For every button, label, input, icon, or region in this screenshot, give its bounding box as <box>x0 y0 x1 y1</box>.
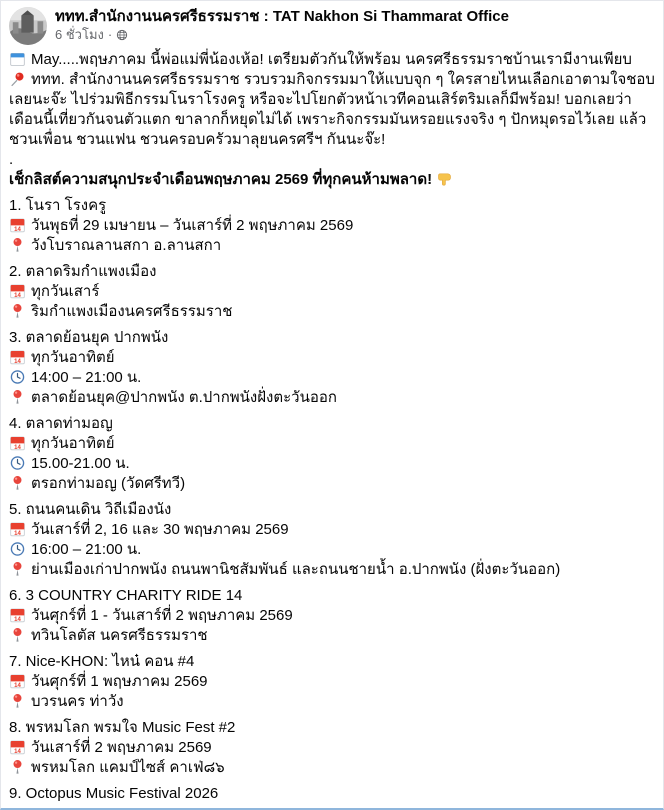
event-title: 7. Nice-KHON: ไหน๋ คอน #4 <box>9 653 195 670</box>
event-detail-line <box>9 282 655 302</box>
event-item <box>9 586 655 646</box>
event-detail-text: 15.00-21.00 น. <box>31 455 130 472</box>
svg-text:14: 14 <box>14 530 21 537</box>
event-title: 9. Octopus Music Festival 2026 <box>9 785 219 802</box>
event-detail-text: 16:00 – 21:00 น. <box>31 541 142 558</box>
point-down-icon <box>436 171 453 187</box>
calendar-icon <box>9 607 26 623</box>
calendar-icon <box>9 283 26 299</box>
post-paragraph-text: ททท. สำนักงานนครศรีธรรมราช รวบรวมกิจกรรมมาให้แบบจุก ๆ ใครสายไหนเลือกเอาตามใจชอบเลยนะจ๊ะ ไปร่วมพิธีกรรมโนราโรงครู หรือจะไปโยกตัวหน้าเวทีคอนเสิร์ตริมเลก็มีพร้อม! บอกเลยว่าเดือนนี้เที่ยวกันจนตัวแตก ขาลากก็หยุดไม่ได้ เพราะกิจกรรมมันหรอยแรงจริง ๆ ปักหมุดรอไว้เลย แล้วชวนเพื่อน ชวนแฟน ชวนครอบครัวมาลุยนครศรีฯ กันนะจ๊ะ! <box>9 71 655 148</box>
pin-icon <box>9 475 26 491</box>
event-detail-text: ริมกำแพงเมืองนครศรีธรรมราช <box>31 303 233 320</box>
event-detail-text: พรหมโลก แคมป์ไซส์ คาเฟ่๘๖ <box>31 759 225 776</box>
event-detail-line <box>9 738 655 758</box>
event-item <box>9 262 655 322</box>
event-detail-text: วันศุกร์ที่ 1 - วันเสาร์ที่ 2 พฤษภาคม 2569 <box>31 607 293 624</box>
clock-icon <box>9 369 26 385</box>
pin-icon <box>9 561 26 577</box>
event-detail-line <box>9 434 655 454</box>
event-detail-text: วังโบราณลานสกา อ.ลานสกา <box>31 237 222 254</box>
event-detail-line <box>9 672 655 692</box>
pin-icon <box>9 237 26 253</box>
post-paragraph-text: . <box>9 151 14 168</box>
post-meta <box>55 26 509 43</box>
svg-text:14: 14 <box>14 226 21 233</box>
event-detail-text: ตลาดย้อนยุค@ปากพนัง ต.ปากพนังฝั่งตะวันออก <box>31 389 337 406</box>
calendar-icon <box>9 673 26 689</box>
clock-icon <box>9 541 26 557</box>
event-title: 8. พรหมโลก พรมใจ Music Fest #2 <box>9 719 236 736</box>
post-paragraph <box>9 150 655 170</box>
calendar-icon <box>9 349 26 365</box>
event-item <box>9 718 655 778</box>
pin-icon <box>9 303 26 319</box>
event-item <box>9 500 655 580</box>
event-detail-text: วันเสาร์ที่ 2, 16 และ 30 พฤษภาคม 2569 <box>31 521 289 538</box>
post-timestamp[interactable]: 6 ชั่วโมง <box>55 27 104 42</box>
event-title: 3. ตลาดย้อนยุค ปากพนัง <box>9 329 169 346</box>
calendar-icon <box>9 435 26 451</box>
post-paragraph-text: May.....พฤษภาคม นี้พ่อแม่พี่น้องเห้อ! เตรียมตัวกันให้พร้อม นครศรีธรรมราชบ้านเรามีงานเพียบ <box>31 51 632 68</box>
calendar-icon <box>9 521 26 537</box>
event-detail-line <box>9 216 655 236</box>
event-detail-text: วันพุธที่ 29 เมษายน – วันเสาร์ที่ 2 พฤษภาคม 2569 <box>31 217 354 234</box>
event-item <box>9 652 655 712</box>
post-body <box>1 47 663 804</box>
event-title: 2. ตลาดริมกำแพงเมือง <box>9 263 157 280</box>
post-paragraph <box>9 50 655 70</box>
event-title: 1. โนรา โรงครู <box>9 197 107 214</box>
event-detail-line <box>9 758 655 778</box>
event-detail-line <box>9 560 655 580</box>
header-text-column <box>55 7 509 43</box>
pin-icon <box>9 693 26 709</box>
clock-icon <box>9 455 26 471</box>
event-detail-line <box>9 540 655 560</box>
svg-text:14: 14 <box>14 616 21 623</box>
events-list <box>9 196 655 804</box>
event-item <box>9 328 655 408</box>
event-detail-line <box>9 692 655 712</box>
checklist-heading <box>9 170 655 190</box>
event-title: 4. ตลาดท่ามอญ <box>9 415 113 432</box>
event-detail-text: วันศุกร์ที่ 1 พฤษภาคม 2569 <box>31 673 208 690</box>
checklist-heading-text: เช็กลิสต์ความสนุกประจำเดือนพฤษภาคม 2569 ที่ทุกคนห้ามพลาด! <box>9 171 433 188</box>
event-detail-text: 14:00 – 21:00 น. <box>31 369 142 386</box>
post-paragraph <box>9 70 655 150</box>
event-detail-text: ทุกวันอาทิตย์ <box>31 349 115 366</box>
event-detail-text: ย่านเมืองเก่าปากพนัง ถนนพานิชสัมพันธ์ และถนนชายน้ำ อ.ปากพนัง (ฝั่งตะวันออก) <box>31 561 561 578</box>
event-detail-line <box>9 388 655 408</box>
avatar[interactable] <box>9 7 47 45</box>
pushpin-icon <box>9 71 26 87</box>
calendar-icon <box>9 739 26 755</box>
event-detail-text: ตรอกท่ามอญ (วัดศรีทวี) <box>31 475 186 492</box>
event-detail-line <box>9 348 655 368</box>
event-detail-line <box>9 606 655 626</box>
event-detail-text: ทุกวันอาทิตย์ <box>31 435 115 452</box>
event-detail-line <box>9 474 655 494</box>
meta-separator: · <box>107 27 113 42</box>
svg-text:14: 14 <box>14 748 21 755</box>
calendar-icon <box>9 217 26 233</box>
event-item <box>9 784 655 804</box>
event-detail-line <box>9 626 655 646</box>
post-header <box>1 1 663 47</box>
page-name-link[interactable]: ททท.สำนักงานนครศรีธรรมราช : TAT Nakhon Si Thammarat Office <box>55 8 509 25</box>
event-detail-text: บวรนคร ท่าวัง <box>31 693 124 710</box>
event-detail-line <box>9 454 655 474</box>
event-title: 5. ถนนคนเดิน วิถีเมืองนัง <box>9 501 172 518</box>
event-item <box>9 414 655 494</box>
svg-text:14: 14 <box>14 292 21 299</box>
event-item <box>9 196 655 256</box>
event-detail-line <box>9 368 655 388</box>
event-title: 6. 3 COUNTRY CHARITY RIDE 14 <box>9 587 243 604</box>
event-detail-text: วันเสาร์ที่ 2 พฤษภาคม 2569 <box>31 739 212 756</box>
event-detail-text: ทุกวันเสาร์ <box>31 283 100 300</box>
svg-text:14: 14 <box>14 358 21 365</box>
globe-icon <box>116 29 128 41</box>
svg-text:14: 14 <box>14 682 21 689</box>
event-detail-line <box>9 302 655 322</box>
avatar-photo <box>9 7 47 45</box>
calendar-blue-icon <box>9 51 26 67</box>
svg-text:14: 14 <box>14 444 21 451</box>
pin-icon <box>9 627 26 643</box>
pin-icon <box>9 759 26 775</box>
event-detail-text: ทวินโลตัส นครศรีธรรมราช <box>31 627 208 644</box>
event-detail-line <box>9 520 655 540</box>
pin-icon <box>9 389 26 405</box>
post-intro <box>9 50 655 170</box>
event-detail-line <box>9 236 655 256</box>
